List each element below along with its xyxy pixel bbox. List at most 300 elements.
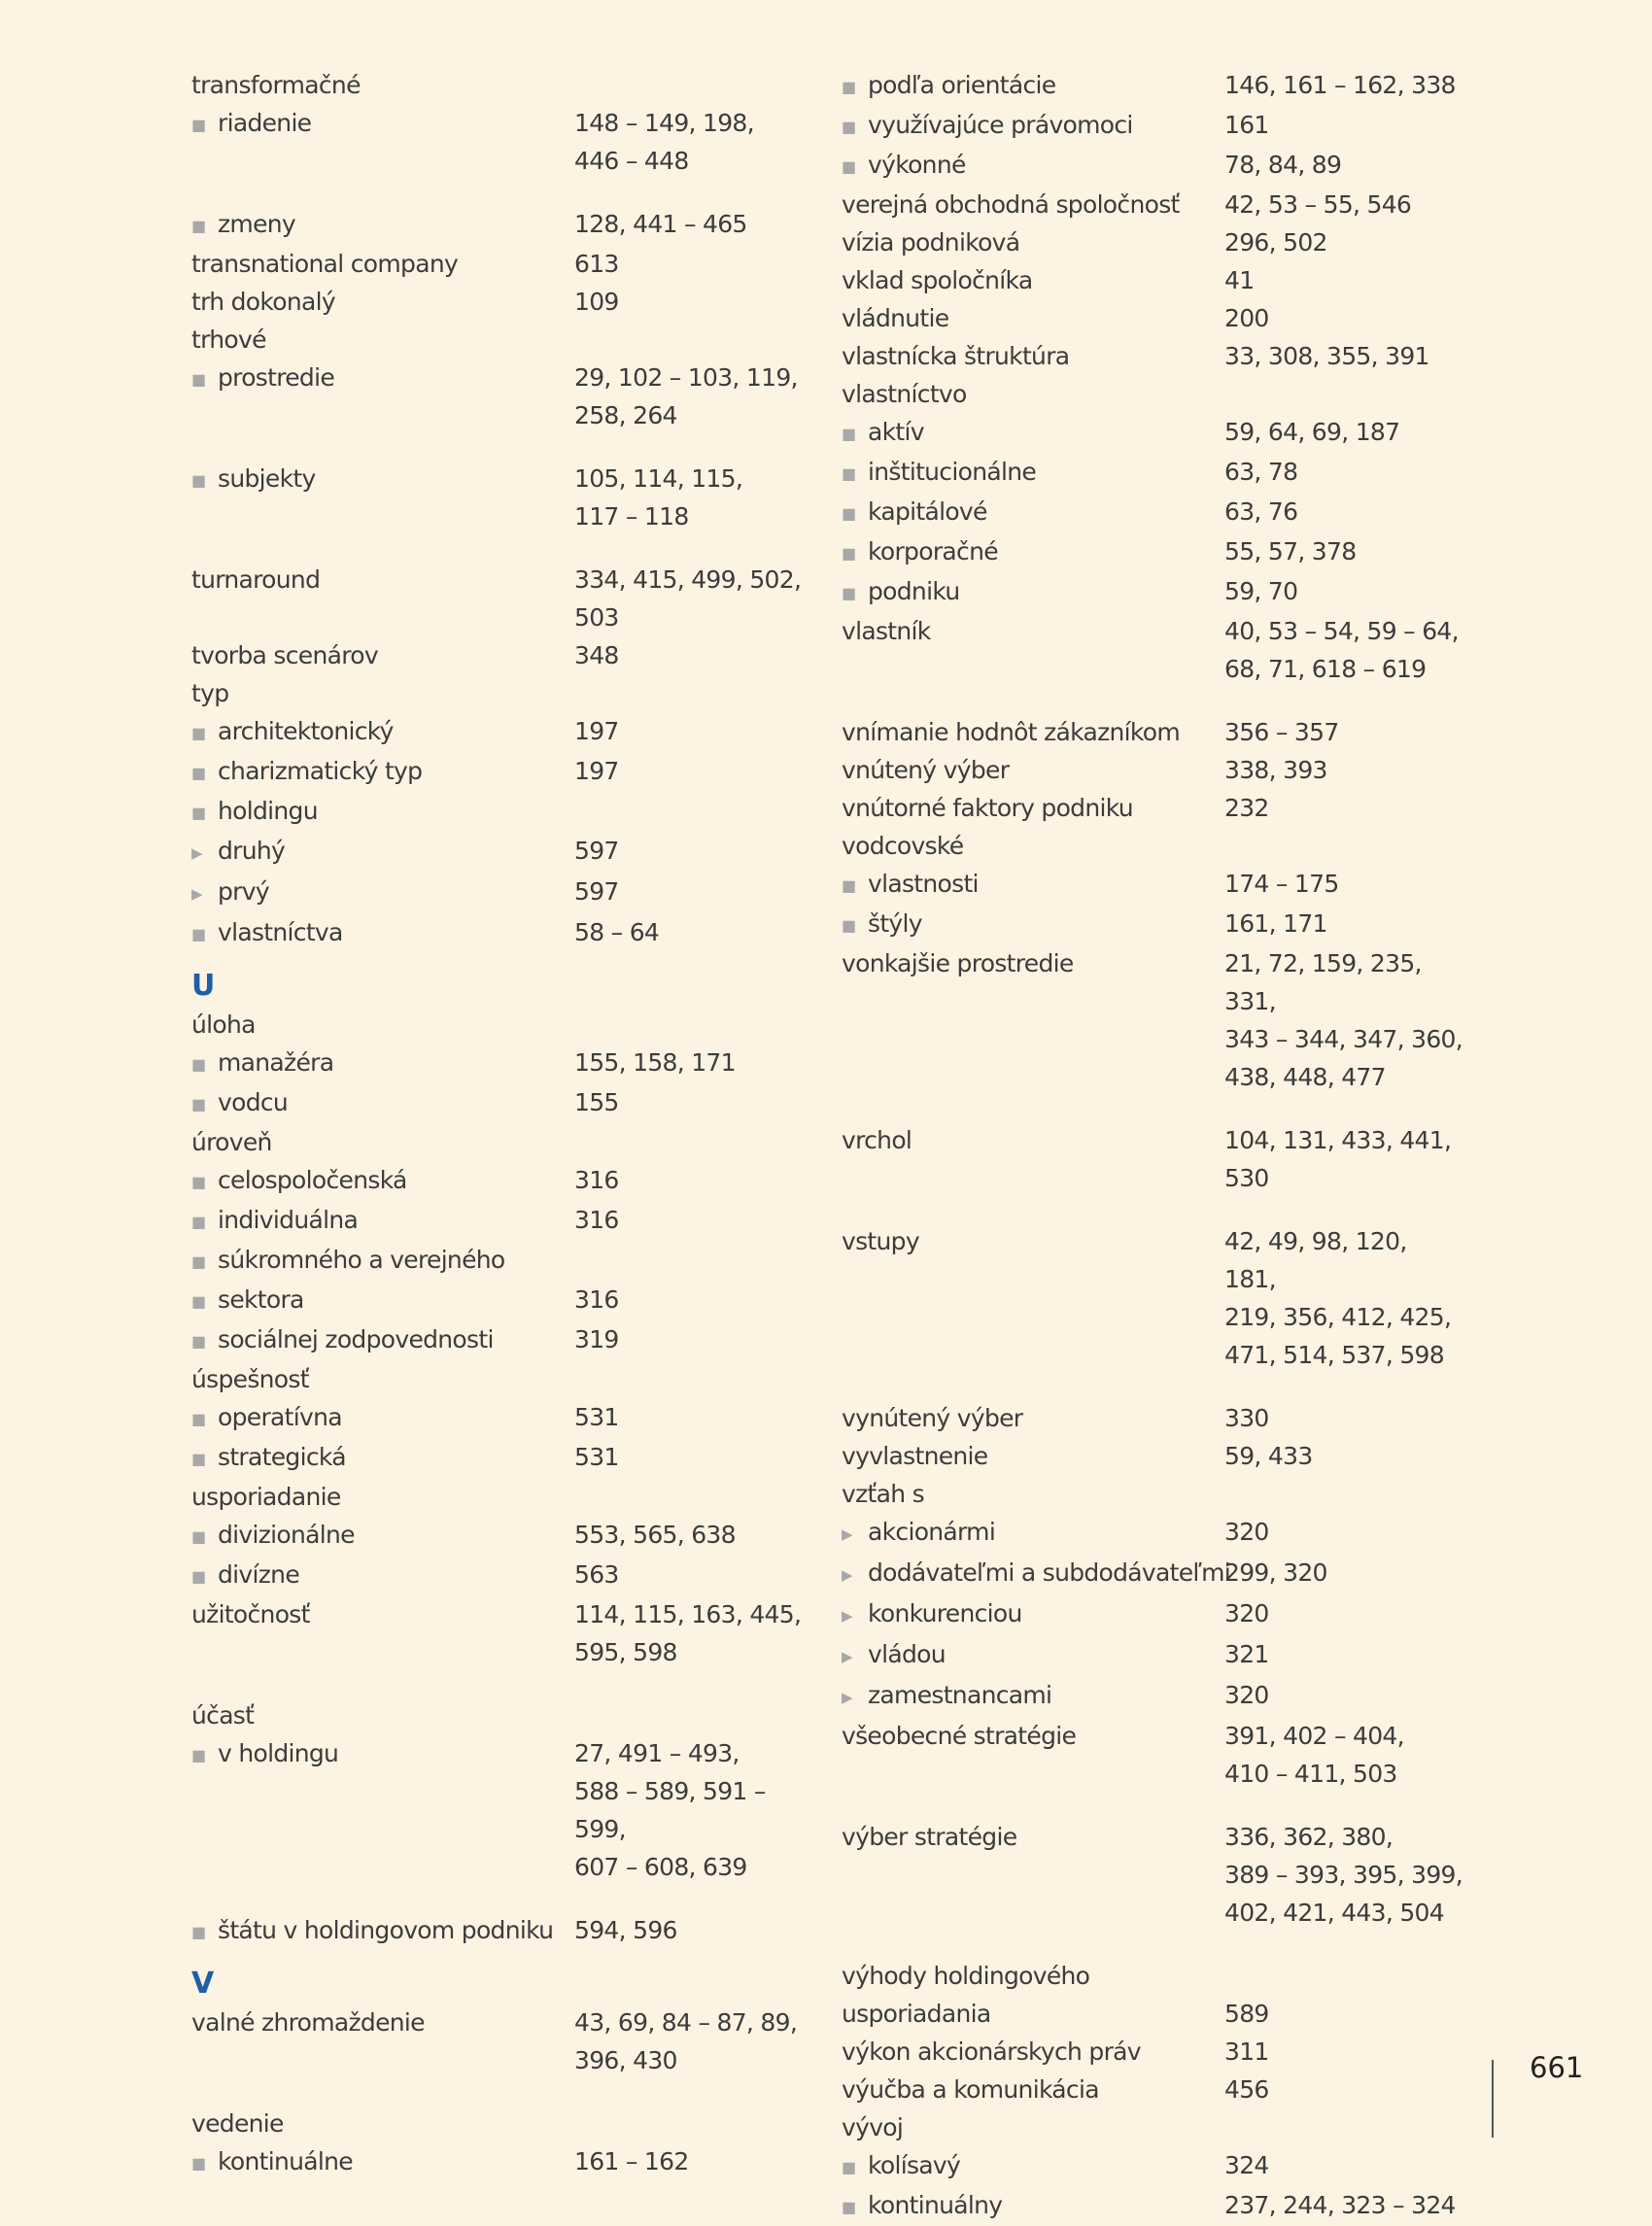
index-subentry [842, 106, 1463, 146]
index-term [191, 636, 574, 674]
index-term-text: operatívna [218, 1403, 342, 1431]
index-page-refs: 59, 433 [1224, 1442, 1313, 1470]
index-term-text: vklad spoločníka [842, 266, 1033, 294]
index-term [842, 1818, 1224, 1932]
square-bullet-icon: ■ [842, 876, 856, 895]
index-term-text: vrchol [842, 1126, 912, 1154]
index-term-text: vnútorné faktory podniku [842, 794, 1133, 822]
index-entry [191, 1360, 813, 1398]
index-term-text: vodcovské [842, 832, 964, 860]
index-term-text: kolísavý [868, 2151, 961, 2179]
index-subentry [191, 1438, 813, 1478]
index-subentry [191, 1201, 813, 1241]
index-page-refs: 161 [1224, 111, 1269, 139]
index-term-text: účasť [191, 1701, 255, 1729]
index-entry [842, 1717, 1463, 1793]
index-subentry [191, 1734, 813, 1886]
page-number: 661 [1530, 2051, 1584, 2084]
index-entry [842, 1995, 1463, 2033]
index-term-text: výber stratégie [842, 1823, 1017, 1851]
index-term [842, 106, 1224, 146]
index-term-text: celospoločenská [218, 1166, 407, 1194]
index-term-text: prvý [218, 877, 269, 906]
index-term-text: strategická [218, 1443, 346, 1471]
index-term [191, 205, 574, 245]
index-term [842, 1554, 1231, 1594]
square-bullet-icon: ■ [191, 116, 206, 134]
index-term [191, 873, 574, 913]
index-term-text: vízia podniková [842, 228, 1020, 257]
index-term [842, 572, 1224, 612]
index-page-refs: 553, 565, 638 [574, 1521, 736, 1549]
index-term-text: divizionálne [218, 1521, 355, 1549]
square-bullet-icon: ■ [191, 1923, 206, 1941]
index-term-text: štýly [868, 909, 922, 938]
index-term [842, 532, 1224, 572]
index-page-refs: 531 [574, 1443, 619, 1471]
index-term [842, 789, 1224, 827]
index-term [191, 1438, 574, 1478]
index-term-text: typ [191, 679, 229, 707]
index-term-text: zamestnancami [868, 1681, 1052, 1709]
index-term [191, 2142, 574, 2182]
index-page-refs: 146, 161 – 162, 338 [1224, 71, 1456, 99]
index-column-left [191, 66, 813, 2182]
index-term [842, 1222, 1224, 1374]
index-term [191, 460, 574, 535]
index-term-text: vedenie [191, 2109, 284, 2138]
index-term-text: architektonický [218, 717, 394, 745]
triangle-bullet-icon: ▶ [191, 885, 202, 903]
index-term-text: výhody holdingového [842, 1962, 1090, 1990]
index-term [842, 827, 1224, 865]
index-entry [191, 66, 813, 104]
index-entry [842, 827, 1463, 865]
index-page-refs: 330 [1224, 1404, 1269, 1432]
index-page-refs: 200 [1224, 304, 1269, 332]
index-term [191, 561, 574, 636]
index-subentry [191, 792, 813, 832]
index-page-refs: 59, 64, 69, 187 [1224, 418, 1400, 446]
index-page-refs: 33, 308, 355, 391 [1224, 342, 1429, 370]
index-term [191, 1398, 574, 1438]
square-bullet-icon: ■ [842, 157, 856, 176]
index-term [842, 223, 1224, 261]
index-entry [191, 1123, 813, 1161]
index-term-text: súkromného a verejného [218, 1246, 505, 1274]
index-term [842, 493, 1224, 532]
index-term-text: dodávateľmi a subdodávateľmi [868, 1558, 1231, 1587]
index-term-text: vlastnícka štruktúra [842, 342, 1070, 370]
index-term [842, 66, 1224, 106]
index-term [191, 913, 574, 953]
index-page-refs: 594, 596 [574, 1916, 677, 1944]
square-bullet-icon: ■ [191, 1173, 206, 1191]
index-term [191, 792, 574, 832]
index-subentry [191, 1044, 813, 1083]
index-subentry [191, 1320, 813, 1360]
index-page-refs [574, 674, 813, 712]
index-term-text: vonkajšie prostredie [842, 949, 1074, 977]
index-entry [842, 713, 1463, 751]
index-term-text: divízne [218, 1560, 300, 1589]
index-entry [191, 1696, 813, 1734]
square-bullet-icon: ■ [191, 1252, 206, 1271]
index-term [842, 1995, 1224, 2033]
index-term-text: vývoj [842, 2113, 904, 2141]
index-term [191, 832, 574, 873]
square-bullet-icon: ■ [191, 370, 206, 389]
index-term-text: sociálnej zodpovednosti [218, 1325, 494, 1353]
index-term-text: trh dokonalý [191, 288, 335, 316]
index-term [191, 2105, 574, 2142]
index-subentry [842, 1676, 1463, 1717]
index-term-text: kapitálové [868, 497, 987, 526]
index-term [191, 1696, 574, 1734]
index-term-text: turnaround [191, 565, 321, 594]
index-term [842, 261, 1224, 299]
index-subentry [191, 1083, 813, 1123]
index-entry [842, 186, 1463, 223]
square-bullet-icon: ■ [191, 471, 206, 490]
index-subentry [191, 1161, 813, 1201]
index-term-text: riadenie [218, 109, 312, 137]
index-subentry [842, 532, 1463, 572]
index-page-refs: 348 [574, 641, 619, 669]
index-entry [842, 1818, 1463, 1932]
index-term [842, 905, 1224, 944]
index-term [191, 1123, 574, 1161]
index-page-refs: 237, 244, 323 – 324 [1224, 2191, 1456, 2219]
square-bullet-icon: ■ [191, 1746, 206, 1764]
index-page-refs [1224, 1475, 1463, 1513]
page-number-divider [1492, 2060, 1494, 2138]
index-term-text: individuálna [218, 1206, 359, 1234]
square-bullet-icon: ■ [191, 1567, 206, 1586]
index-term-text: všeobecné stratégie [842, 1722, 1077, 1750]
index-page-refs: 319 [574, 1325, 619, 1353]
index-page-refs: 320 [1224, 1518, 1269, 1546]
index-page-refs [1224, 1957, 1463, 1995]
index-term [191, 1044, 574, 1083]
index-subentry [191, 2142, 813, 2182]
index-term [842, 2071, 1224, 2108]
index-entry [842, 2108, 1463, 2146]
index-term [191, 1281, 574, 1320]
index-page-refs: 391, 402 – 404, 410 – 411, 503 [1224, 1722, 1404, 1788]
index-entry [842, 1437, 1463, 1475]
index-page-refs: 320 [1224, 1599, 1269, 1627]
index-entry [842, 299, 1463, 337]
square-bullet-icon: ■ [191, 1095, 206, 1113]
index-entry [842, 1399, 1463, 1437]
index-term [191, 1516, 574, 1556]
index-term-text: výkonné [868, 151, 966, 179]
index-page-refs: 597 [574, 877, 619, 906]
index-term [842, 865, 1224, 905]
index-subentry [842, 413, 1463, 453]
index-term-text: vynútený výber [842, 1404, 1023, 1432]
index-term-text: inštitucionálne [868, 458, 1037, 486]
index-term [191, 104, 574, 180]
index-term [191, 1083, 574, 1123]
index-subentry [842, 1554, 1463, 1594]
index-term [842, 299, 1224, 337]
index-term-text: konkurenciou [868, 1599, 1022, 1627]
square-bullet-icon: ■ [191, 217, 206, 235]
index-page-refs: 321 [1224, 1640, 1269, 1668]
index-subentry [842, 572, 1463, 612]
index-term [842, 1437, 1224, 1475]
square-bullet-icon: ■ [191, 925, 206, 943]
index-entry [842, 2071, 1463, 2108]
index-term [842, 944, 1224, 1096]
index-page-refs [574, 2105, 813, 2142]
index-term-text: trhové [191, 325, 266, 354]
index-term [191, 245, 574, 283]
index-term-text: úloha [191, 1010, 256, 1039]
index-page-refs: 563 [574, 1560, 619, 1589]
index-page-refs: 334, 415, 499, 502, 503 [574, 565, 802, 632]
index-term [191, 712, 574, 752]
index-term-text: vzťah s [842, 1480, 924, 1508]
index-subentry [191, 873, 813, 913]
index-page-refs [574, 1123, 813, 1161]
index-term [191, 1478, 574, 1516]
index-term-text: výučba a komunikácia [842, 2075, 1099, 2104]
index-term [842, 2186, 1224, 2226]
index-term-text: vyvlastnenie [842, 1442, 988, 1470]
square-bullet-icon: ■ [842, 2198, 856, 2216]
index-page-refs: 59, 70 [1224, 577, 1298, 605]
index-term-text: usporiadanie [191, 1483, 341, 1511]
index-entry [191, 1006, 813, 1044]
index-entry [842, 223, 1463, 261]
square-bullet-icon: ■ [842, 504, 856, 523]
index-term-text: verejná obchodná spoločnosť [842, 190, 1180, 219]
index-term [842, 186, 1224, 223]
index-term-text: prostredie [218, 363, 335, 392]
index-section-letter: U [191, 969, 216, 1003]
index-page-refs [574, 1241, 813, 1281]
index-subentry [191, 1516, 813, 1556]
index-page-refs: 324 [1224, 2151, 1269, 2179]
index-term-text: aktív [868, 418, 924, 446]
index-term-text: vnútený výber [842, 756, 1010, 784]
index-term [842, 146, 1224, 186]
triangle-bullet-icon: ▶ [191, 844, 202, 862]
index-page-refs: 63, 76 [1224, 497, 1298, 526]
index-page-refs: 197 [574, 717, 619, 745]
index-term-text: podniku [868, 577, 960, 605]
index-page-refs: 42, 49, 98, 120, 181, 219, 356, 412, 425, 471, 514, 537, 598 [1224, 1227, 1452, 1369]
index-term [842, 2033, 1224, 2071]
index-term [191, 1201, 574, 1241]
index-term-text: valné zhromaždenie [191, 2008, 425, 2037]
index-term [191, 1360, 574, 1398]
square-bullet-icon: ■ [842, 425, 856, 443]
index-entry [191, 674, 813, 712]
square-bullet-icon: ■ [842, 118, 856, 136]
index-entry [842, 944, 1463, 1096]
index-entry [842, 1475, 1463, 1513]
index-page-refs [574, 792, 813, 832]
index-subentry [842, 905, 1463, 944]
index-page-refs: 589 [1224, 2000, 1269, 2028]
index-page-refs: 161, 171 [1224, 909, 1327, 938]
index-entry [842, 1121, 1463, 1197]
square-bullet-icon: ■ [842, 916, 856, 935]
index-page-refs: 597 [574, 837, 619, 865]
index-page-refs: 316 [574, 1166, 619, 1194]
index-entry [191, 636, 813, 674]
square-bullet-icon: ■ [191, 1410, 206, 1428]
index-term [191, 321, 574, 359]
index-page-refs: 232 [1224, 794, 1269, 822]
index-page-refs: 296, 502 [1224, 228, 1327, 257]
index-entry [842, 789, 1463, 827]
index-page-refs: 43, 69, 84 – 87, 89, 396, 430 [574, 2008, 798, 2074]
square-bullet-icon: ■ [191, 1450, 206, 1468]
index-term-text: korporačné [868, 537, 998, 565]
index-term-text: úspešnosť [191, 1365, 309, 1393]
index-subentry [191, 752, 813, 792]
index-term-text: výkon akcionárskych práv [842, 2038, 1141, 2066]
index-page-refs: 42, 53 – 55, 546 [1224, 190, 1412, 219]
index-term-text: v holdingu [218, 1739, 339, 1767]
index-term [191, 1556, 574, 1595]
index-term-text: manažéra [218, 1048, 334, 1077]
index-term-text: využívajúce právomoci [868, 111, 1133, 139]
index-term-text: užitočnosť [191, 1600, 310, 1628]
index-entry [191, 1478, 813, 1516]
index-page-refs: 311 [1224, 2038, 1269, 2066]
index-page-refs [1224, 2108, 1463, 2146]
index-page-refs [574, 1360, 813, 1398]
square-bullet-icon: ■ [191, 1213, 206, 1231]
index-entry [191, 283, 813, 321]
index-term-text: subjekty [218, 464, 316, 493]
index-page-refs: 316 [574, 1206, 619, 1234]
index-term-text: vnímanie hodnôt zákazníkom [842, 718, 1181, 746]
index-term [842, 1594, 1224, 1635]
square-bullet-icon: ■ [191, 1055, 206, 1074]
index-term [842, 1399, 1224, 1437]
index-term [191, 1006, 574, 1044]
index-page-refs: 58 – 64 [574, 918, 660, 946]
index-term [842, 1676, 1224, 1717]
index-page-refs: 114, 115, 163, 445, 595, 598 [574, 1600, 802, 1666]
index-page-refs: 155 [574, 1088, 619, 1116]
index-term [842, 1957, 1224, 1995]
index-entry [842, 1222, 1463, 1374]
index-entry [191, 245, 813, 283]
index-term [842, 1513, 1224, 1554]
index-term [842, 713, 1224, 751]
index-subentry [191, 832, 813, 873]
index-subentry [191, 359, 813, 434]
square-bullet-icon: ■ [191, 2154, 206, 2173]
index-page-refs: 148 – 149, 198, 446 – 448 [574, 109, 754, 175]
index-term [191, 1595, 574, 1671]
index-term [191, 1241, 574, 1281]
index-page-refs: 27, 491 – 493, 588 – 589, 591 – 599, 607 – 608, 639 [574, 1739, 766, 1881]
index-page-refs: 41 [1224, 266, 1255, 294]
index-term-text: vlastníctvo [842, 380, 967, 408]
index-term [191, 359, 574, 434]
index-page-refs: 29, 102 – 103, 119, 258, 264 [574, 363, 798, 429]
index-page-refs: 105, 114, 115, 117 – 118 [574, 464, 743, 531]
square-bullet-icon: ■ [842, 584, 856, 602]
index-term-text: úroveň [191, 1128, 272, 1156]
index-term [191, 1161, 574, 1201]
index-entry [842, 2033, 1463, 2071]
index-page-refs: 320 [1224, 1681, 1269, 1709]
index-subentry [842, 66, 1463, 106]
square-bullet-icon: ■ [842, 544, 856, 563]
square-bullet-icon: ■ [191, 804, 206, 822]
index-term [842, 1635, 1224, 1676]
index-term [191, 674, 574, 712]
index-subentry [191, 205, 813, 245]
index-term [191, 1734, 574, 1886]
index-term-text: vládou [868, 1640, 946, 1668]
index-entry [191, 321, 813, 359]
index-term-text: druhý [218, 837, 286, 865]
index-subentry [842, 1635, 1463, 1676]
index-term-text: vlastník [842, 617, 931, 645]
index-term-text: transformačné [191, 71, 361, 99]
square-bullet-icon: ■ [191, 764, 206, 782]
square-bullet-icon: ■ [191, 1332, 206, 1351]
index-page-refs: 338, 393 [1224, 756, 1327, 784]
index-subentry [191, 1911, 813, 1951]
index-subentry [191, 1556, 813, 1595]
index-page-refs: 40, 53 – 54, 59 – 64, 68, 71, 618 – 619 [1224, 617, 1459, 683]
triangle-bullet-icon: ▶ [842, 1607, 852, 1625]
index-page-refs [574, 66, 813, 104]
triangle-bullet-icon: ▶ [842, 1525, 852, 1543]
index-page-refs: 356 – 357 [1224, 718, 1339, 746]
index-term [191, 1320, 574, 1360]
index-entry [842, 261, 1463, 299]
index-entry [191, 2003, 813, 2079]
index-subentry [842, 493, 1463, 532]
index-page-refs: 174 – 175 [1224, 870, 1339, 898]
index-term [842, 413, 1224, 453]
index-page-refs: 155, 158, 171 [574, 1048, 736, 1077]
index-term-text: vodcu [218, 1088, 289, 1116]
triangle-bullet-icon: ▶ [842, 1689, 852, 1706]
index-page-refs [574, 1006, 813, 1044]
index-term-text: akcionármi [868, 1518, 996, 1546]
square-bullet-icon: ■ [842, 2158, 856, 2176]
index-subentry [191, 1241, 813, 1281]
index-page-refs: 55, 57, 378 [1224, 537, 1357, 565]
index-term [191, 2003, 574, 2079]
index-subentry [191, 1398, 813, 1438]
index-term [842, 337, 1224, 375]
index-page-refs: 316 [574, 1285, 619, 1314]
index-page-refs: 63, 78 [1224, 458, 1298, 486]
square-bullet-icon: ■ [191, 1527, 206, 1546]
index-term-text: podľa orientácie [868, 71, 1056, 99]
triangle-bullet-icon: ▶ [842, 1648, 852, 1665]
index-term [191, 1911, 574, 1951]
index-term-text: usporiadania [842, 2000, 991, 2028]
index-page-refs [1224, 827, 1463, 865]
index-page-refs: 104, 131, 433, 441, 530 [1224, 1126, 1452, 1192]
